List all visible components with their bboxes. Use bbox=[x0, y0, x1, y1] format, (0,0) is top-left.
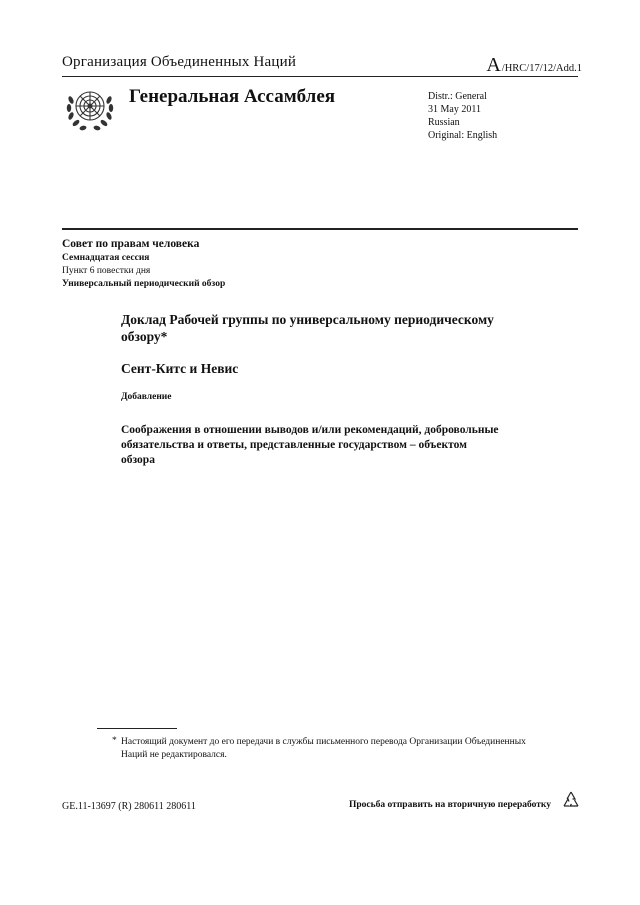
footnote-mark: * bbox=[112, 736, 117, 746]
session-name: Семнадцатая сессия bbox=[62, 253, 150, 263]
footnote-text: Настоящий документ до его передачи в службы письменного перевода Организации Объединенных Наций не редактировался. bbox=[121, 737, 526, 760]
header-rule bbox=[62, 76, 578, 77]
distribution-line: Russian bbox=[428, 117, 460, 128]
header-thick-rule bbox=[62, 228, 578, 230]
country-name: Сент-Китс и Невис bbox=[121, 361, 239, 376]
recycle-icon bbox=[560, 789, 582, 811]
symbol-rest: /HRC/17/12/Add.1 bbox=[501, 63, 582, 74]
agenda-item: Пункт 6 повестки дня bbox=[62, 266, 151, 276]
addendum-label: Добавление bbox=[121, 392, 172, 402]
distribution-line: Original: English bbox=[428, 130, 498, 141]
document-symbol bbox=[486, 54, 582, 77]
council-name: Совет по правам человека bbox=[62, 238, 200, 250]
footnote-rule bbox=[97, 728, 177, 729]
recycle-text: Просьба отправить на вторичную переработку bbox=[349, 800, 551, 810]
organization-name: Организация Объединенных Наций bbox=[62, 54, 297, 70]
job-number: GE.11-13697 (R) 280611 280611 bbox=[62, 801, 196, 812]
upr-label: Универсальный периодический обзор bbox=[62, 279, 226, 289]
distribution-block bbox=[428, 90, 497, 142]
assembly-title: Генеральная Ассамблея bbox=[129, 86, 336, 107]
report-title: Доклад Рабочей группы по универсальному периодическому обзору* bbox=[121, 312, 494, 344]
un-emblem-icon bbox=[62, 80, 118, 136]
symbol-letter: A bbox=[486, 54, 501, 76]
distribution-line: 31 May 2011 bbox=[428, 104, 481, 115]
distribution-line: Distr.: General bbox=[428, 91, 487, 102]
views-title: Соображения в отношении выводов и/или рекомендаций, добровольные обязательства и ответы, представленные государством – объектом обзора bbox=[121, 424, 499, 466]
